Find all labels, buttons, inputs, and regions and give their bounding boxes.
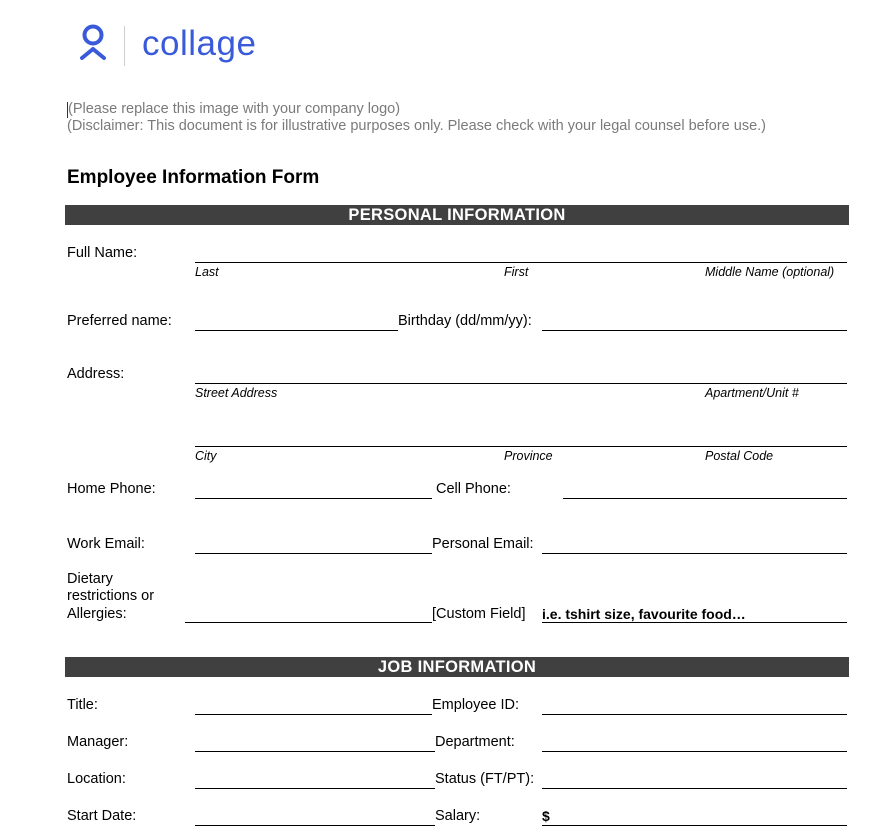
location-field[interactable] [195, 788, 435, 789]
city-province-postal-field[interactable] [195, 446, 847, 447]
salary-currency: $ [542, 808, 550, 824]
full-name-label: Full Name: [67, 245, 138, 261]
employee-id-label: Employee ID: [432, 697, 520, 713]
person-mark-icon [78, 24, 108, 68]
personal-email-label: Personal Email: [432, 536, 534, 552]
middle-name-caption: Middle Name (optional) [705, 265, 835, 279]
dietary-label-line1: Dietary [67, 571, 113, 587]
work-email-field[interactable] [195, 553, 432, 554]
personal-info-heading: PERSONAL INFORMATION [65, 205, 849, 225]
preferred-name-field[interactable] [195, 330, 398, 331]
home-phone-label: Home Phone: [67, 481, 156, 497]
form-title: Employee Information Form [67, 167, 320, 188]
custom-field-label: [Custom Field] [432, 606, 526, 622]
disclaimer-note: (Disclaimer: This document is for illustrative purposes only. Please check with your legal counsel before use.) [67, 118, 766, 134]
birthday-field[interactable] [542, 330, 847, 331]
salary-field[interactable] [542, 825, 847, 826]
dietary-label-line2: restrictions or [67, 588, 155, 604]
logo-wordmark: collage [142, 24, 257, 63]
dietary-field[interactable] [185, 622, 432, 623]
start-date-label: Start Date: [67, 808, 137, 824]
employee-id-field[interactable] [542, 714, 847, 715]
home-phone-field[interactable] [195, 498, 432, 499]
preferred-name-label: Preferred name: [67, 313, 172, 329]
logo-replace-note: (Please replace this image with your company logo) [68, 101, 401, 117]
status-label: Status (FT/PT): [435, 771, 535, 787]
apartment-caption: Apartment/Unit # [705, 386, 799, 400]
department-label: Department: [435, 734, 515, 750]
work-email-label: Work Email: [67, 536, 145, 552]
manager-field[interactable] [195, 751, 435, 752]
personal-email-field[interactable] [542, 553, 847, 554]
custom-field-field[interactable] [542, 622, 847, 623]
title-label: Title: [67, 697, 98, 713]
last-name-caption: Last [195, 265, 219, 279]
company-logo [78, 22, 288, 70]
salary-label: Salary: [435, 808, 481, 824]
manager-label: Manager: [67, 734, 129, 750]
first-name-caption: First [504, 265, 529, 279]
title-field[interactable] [195, 714, 432, 715]
status-field[interactable] [542, 788, 847, 789]
custom-field-example: i.e. tshirt size, favourite food… [542, 606, 746, 622]
location-label: Location: [67, 771, 126, 787]
street-address-field[interactable] [195, 383, 847, 384]
province-caption: Province [504, 449, 553, 463]
full-name-field[interactable] [195, 262, 847, 263]
cell-phone-label: Cell Phone: [436, 481, 511, 497]
start-date-field[interactable] [195, 825, 435, 826]
city-caption: City [195, 449, 217, 463]
address-label: Address: [67, 366, 125, 382]
birthday-label: Birthday (dd/mm/yy): [398, 313, 532, 329]
postal-code-caption: Postal Code [705, 449, 774, 463]
dietary-label-line3: Allergies: [67, 606, 127, 622]
street-address-caption: Street Address [195, 386, 278, 400]
job-info-heading: JOB INFORMATION [65, 657, 849, 677]
logo-divider [124, 26, 125, 66]
cell-phone-field[interactable] [563, 498, 847, 499]
department-field[interactable] [542, 751, 847, 752]
